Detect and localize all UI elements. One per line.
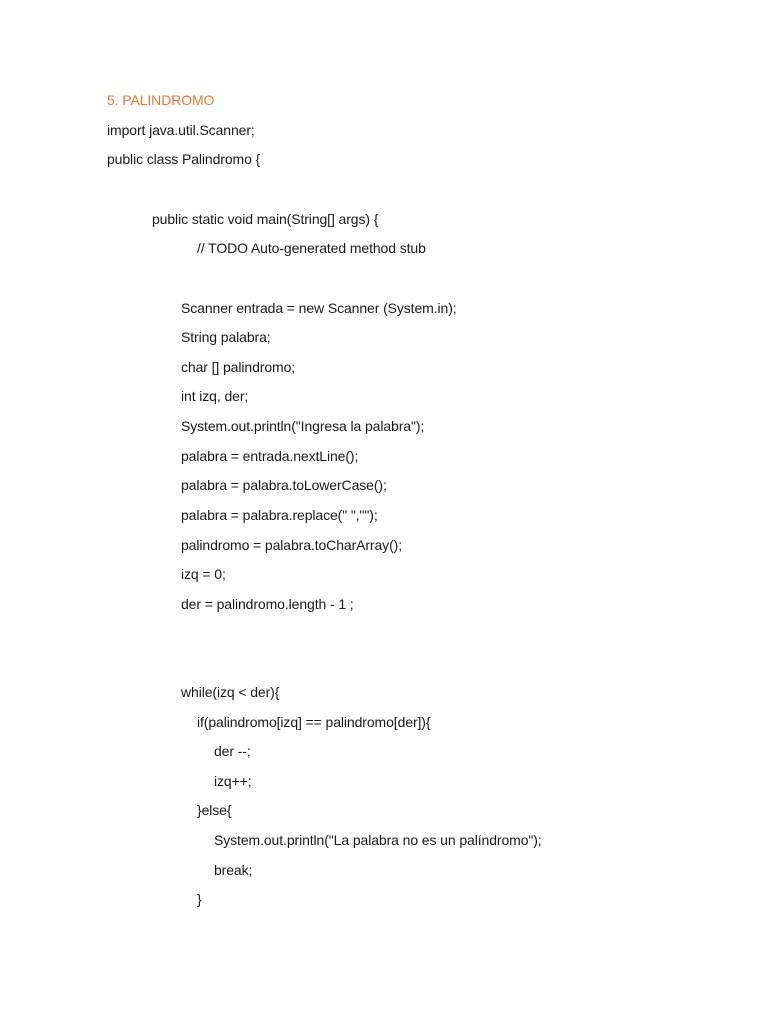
code-line-class-declaration: public class Palindromo { (107, 151, 261, 167)
code-line-scanner: Scanner entrada = new Scanner (System.in); (181, 300, 457, 316)
code-line-read-input: palabra = entrada.nextLine(); (181, 448, 359, 464)
code-line-der-decrement: der --; (214, 743, 251, 759)
code-line-char-array-decl: char [] palindromo; (181, 359, 296, 375)
code-line-import: import java.util.Scanner; (107, 122, 255, 138)
code-line-der-init: der = palindromo.length - 1 ; (181, 596, 354, 612)
code-line-not-palindrome-print: System.out.println("La palabra no es un palíndromo"); (214, 832, 542, 848)
code-line-izq-increment: izq++; (214, 773, 252, 789)
code-line-to-char-array: palindromo = palabra.toCharArray(); (181, 537, 402, 553)
code-line-string-decl: String palabra; (181, 329, 271, 345)
code-line-int-decl: int izq, der; (181, 388, 249, 404)
section-heading: 5. PALINDROMO (107, 92, 215, 108)
code-line-todo-comment: // TODO Auto-generated method stub (197, 240, 426, 256)
code-line-lowercase: palabra = palabra.toLowerCase(); (181, 477, 387, 493)
code-line-closing-brace: } (197, 891, 202, 907)
code-line-izq-init: izq = 0; (181, 566, 226, 582)
code-line-while: while(izq < der){ (181, 684, 280, 700)
code-line-replace: palabra = palabra.replace(" ",""); (181, 507, 378, 523)
code-line-if: if(palindromo[izq] == palindromo[der]){ (197, 714, 431, 730)
code-line-prompt-print: System.out.println("Ingresa la palabra"); (181, 418, 425, 434)
code-line-main-method: public static void main(String[] args) { (152, 211, 379, 227)
code-line-else: }else{ (197, 802, 232, 818)
code-line-break: break; (214, 862, 253, 878)
